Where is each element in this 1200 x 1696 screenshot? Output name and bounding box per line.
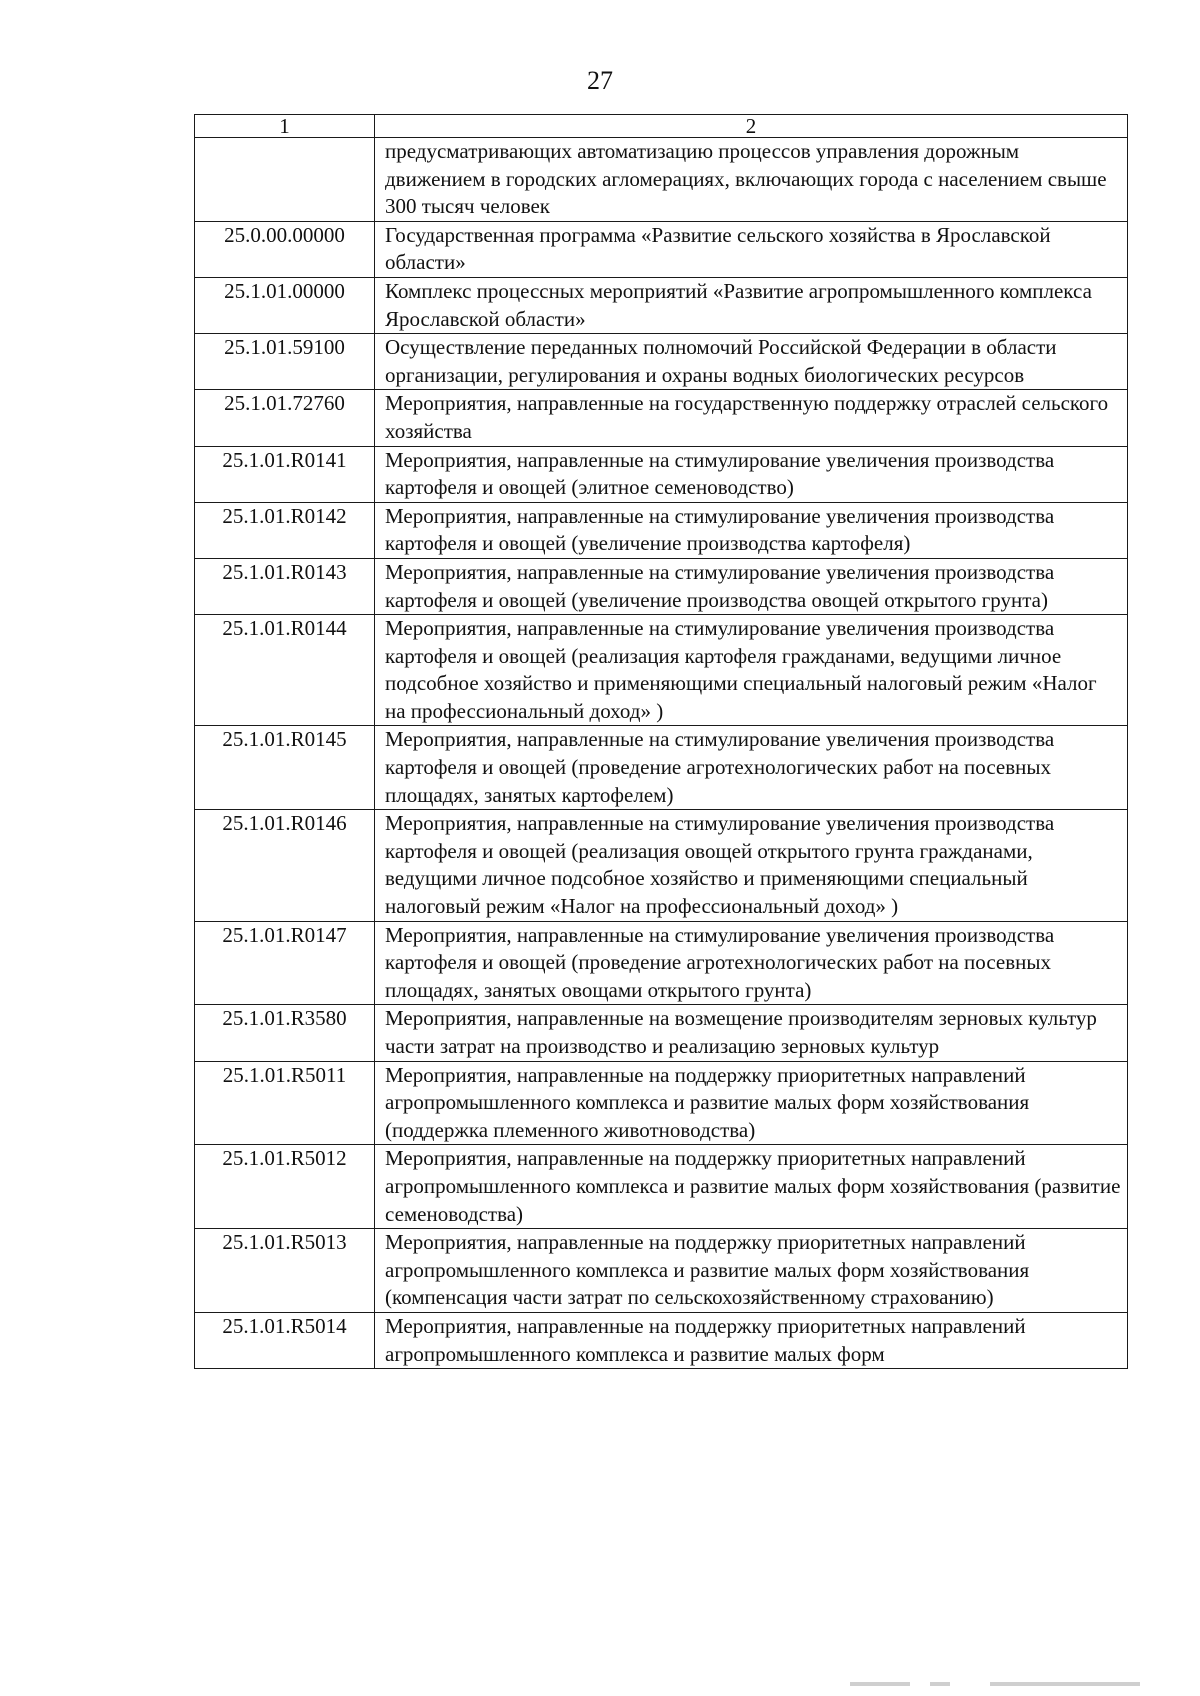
table-header-row	[195, 115, 1128, 138]
row-code: 25.1.01.R0143	[195, 558, 375, 614]
row-description: Мероприятия, направленные на стимулирование увеличения производства картофеля и овощей (реализация картофеля гражданами, ведущими личное подсобное хозяйство и применяющими специальный налоговый режим «Налог на профессиональный доход» )	[375, 615, 1128, 726]
row-code: 25.1.01.72760	[195, 390, 375, 446]
table-row	[195, 810, 1128, 921]
row-description: Осуществление переданных полномочий Российской Федерации в области организации, регулирования и охраны водных биологических ресурсов	[375, 334, 1128, 390]
row-description: Мероприятия, направленные на государственную поддержку отраслей сельского хозяйства	[375, 390, 1128, 446]
row-code: 25.1.01.R5014	[195, 1312, 375, 1368]
table-row	[195, 277, 1128, 333]
row-description: Мероприятия, направленные на возмещение производителям зерновых культур части затрат на производство и реализацию зерновых культур	[375, 1005, 1128, 1061]
row-code: 25.1.01.R0142	[195, 502, 375, 558]
table-row	[195, 1145, 1128, 1229]
row-code: 25.1.01.R5013	[195, 1229, 375, 1313]
table-row	[195, 1061, 1128, 1145]
row-description: Мероприятия, направленные на стимулирование увеличения производства картофеля и овощей (реализация овощей открытого грунта гражданами, ведущими личное подсобное хозяйство и применяющими специальный налоговый режим «Налог на профессиональный доход» )	[375, 810, 1128, 921]
table-row	[195, 390, 1128, 446]
row-code	[195, 138, 375, 222]
row-code: 25.1.01.59100	[195, 334, 375, 390]
page-number: 27	[587, 66, 613, 95]
row-description: Мероприятия, направленные на поддержку приоритетных направлений агропромышленного комплекса и развитие малых форм хозяйствования (компенсация части затрат по сельскохозяйственному страхованию)	[375, 1229, 1128, 1313]
budget-classification-table	[194, 114, 1128, 1369]
table-row	[195, 138, 1128, 222]
row-code: 25.1.01.R0146	[195, 810, 375, 921]
row-code: 25.1.01.R0147	[195, 921, 375, 1005]
row-code: 25.1.01.R0141	[195, 446, 375, 502]
table-row	[195, 446, 1128, 502]
row-description: Мероприятия, направленные на поддержку приоритетных направлений агропромышленного комплекса и развитие малых форм	[375, 1312, 1128, 1368]
table-row	[195, 558, 1128, 614]
row-description: Мероприятия, направленные на стимулирование увеличения производства картофеля и овощей (проведение агротехнологических работ на посевных площадях, занятых картофелем)	[375, 726, 1128, 810]
table-row	[195, 921, 1128, 1005]
row-description: Мероприятия, направленные на стимулирование увеличения производства картофеля и овощей (элитное семеноводство)	[375, 446, 1128, 502]
row-description: предусматривающих автоматизацию процессов управления дорожным движением в городских агломерациях, включающих города с населением свыше 300 тысяч человек	[375, 138, 1128, 222]
row-description: Мероприятия, направленные на поддержку приоритетных направлений агропромышленного комплекса и развитие малых форм хозяйствования (поддержка племенного животноводства)	[375, 1061, 1128, 1145]
table-row	[195, 726, 1128, 810]
row-code: 25.1.01.R5011	[195, 1061, 375, 1145]
table-row	[195, 615, 1128, 726]
row-code: 25.1.01.R3580	[195, 1005, 375, 1061]
scan-artifact-mark	[990, 1682, 1140, 1686]
row-description: Государственная программа «Развитие сельского хозяйства в Ярославской области»	[375, 221, 1128, 277]
row-code: 25.1.01.R0145	[195, 726, 375, 810]
table-row	[195, 502, 1128, 558]
table-row	[195, 334, 1128, 390]
scan-artifact-mark	[850, 1682, 910, 1686]
scan-artifact-mark	[930, 1682, 950, 1686]
row-description: Комплекс процессных мероприятий «Развитие агропромышленного комплекса Ярославской области»	[375, 277, 1128, 333]
row-code: 25.0.00.00000	[195, 221, 375, 277]
table-row	[195, 1229, 1128, 1313]
table-row	[195, 221, 1128, 277]
column-header-1: 1	[195, 115, 375, 138]
row-code: 25.1.01.00000	[195, 277, 375, 333]
row-description: Мероприятия, направленные на стимулирование увеличения производства картофеля и овощей (увеличение производства картофеля)	[375, 502, 1128, 558]
row-description: Мероприятия, направленные на поддержку приоритетных направлений агропромышленного комплекса и развитие малых форм хозяйствования (развитие семеноводства)	[375, 1145, 1128, 1229]
row-description: Мероприятия, направленные на стимулирование увеличения производства картофеля и овощей (проведение агротехнологических работ на посевных площадях, занятых овощами открытого грунта)	[375, 921, 1128, 1005]
row-code: 25.1.01.R0144	[195, 615, 375, 726]
table-row	[195, 1005, 1128, 1061]
row-code: 25.1.01.R5012	[195, 1145, 375, 1229]
table-row	[195, 1312, 1128, 1368]
row-description: Мероприятия, направленные на стимулирование увеличения производства картофеля и овощей (увеличение производства овощей открытого грунта)	[375, 558, 1128, 614]
column-header-2: 2	[375, 115, 1128, 138]
